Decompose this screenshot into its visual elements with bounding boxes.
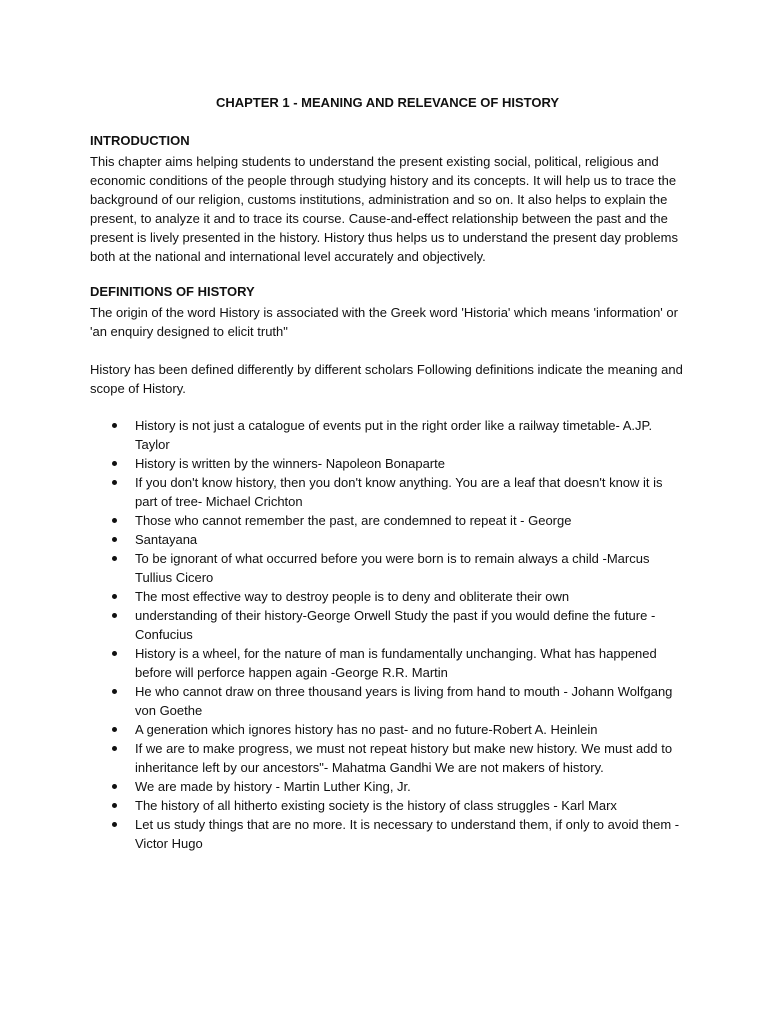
list-item: [90, 473, 685, 511]
bullet-icon: [112, 461, 117, 466]
bullet-icon: [112, 556, 117, 561]
definitions-intro-paragraph: History has been defined differently by different scholars Following definitions indicate the meaning and scope of History.: [90, 362, 683, 396]
bullet-icon: [112, 784, 117, 789]
list-item: [90, 587, 685, 606]
bullet-icon: [112, 480, 117, 485]
list-item-text: understanding of their history-George Orwell Study the past if you would define the future -Confucius: [135, 608, 656, 642]
list-item: [90, 549, 685, 587]
list-item-text: History is written by the winners- Napoleon Bonaparte: [135, 456, 445, 471]
bullet-icon: [112, 822, 117, 827]
list-item: [90, 644, 685, 682]
list-item: [90, 815, 685, 853]
bullet-icon: [112, 803, 117, 808]
bullet-icon: [112, 518, 117, 523]
introduction-heading: INTRODUCTION: [90, 133, 190, 148]
list-item-text: Santayana: [135, 532, 198, 547]
bullet-icon: [112, 537, 117, 542]
definitions-list: [90, 416, 685, 853]
list-item: [90, 777, 685, 796]
chapter-title: CHAPTER 1 - MEANING AND RELEVANCE OF HISTORY: [215, 95, 560, 110]
list-item-text: If we are to make progress, we must not repeat history but make new history. We must add to inheritance left by our ancestors"- Mahatma Gandhi We are not makers of history.: [135, 741, 673, 775]
list-item: [90, 606, 685, 644]
list-item-text: The history of all hitherto existing society is the history of class struggles - Karl Marx: [135, 798, 617, 813]
list-item: [90, 796, 685, 815]
list-item: [90, 682, 685, 720]
list-item-text: The most effective way to destroy people is to deny and obliterate their own: [135, 589, 570, 604]
list-item: [90, 720, 685, 739]
list-item: [90, 511, 685, 530]
bullet-icon: [112, 594, 117, 599]
list-item: [90, 416, 685, 454]
introduction-paragraph: This chapter aims helping students to understand the present existing social, political, religious and economic conditions of the people through studying history and its concepts. It will help us to trace the background of our religion, customs institutions, administration and so on. It also helps to explain the present, to analyze it and to trace its course. Cause-and-effect relationship between the past and the present is lively presented in the history. History thus helps us to understand the present day problems both at the national and international level accurately and objectively.: [90, 154, 678, 264]
list-item-text: If you don't know history, then you don't know anything. You are a leaf that doesn't know it is part of tree- Michael Crichton: [135, 475, 663, 509]
bullet-icon: [112, 746, 117, 751]
bullet-icon: [112, 727, 117, 732]
list-item-text: Those who cannot remember the past, are condemned to repeat it - George: [135, 513, 572, 528]
origin-paragraph: The origin of the word History is associated with the Greek word 'Historia' which means 'information' or 'an enquiry designed to elicit truth": [90, 305, 678, 339]
bullet-icon: [112, 651, 117, 656]
list-item-text: History is a wheel, for the nature of man is fundamentally unchanging. What has happened before will perforce happen again -George R.R. Martin: [135, 646, 657, 680]
document-content: [90, 94, 685, 853]
list-item-text: A generation which ignores history has no past- and no future-Robert A. Heinlein: [135, 722, 598, 737]
definitions-heading: DEFINITIONS OF HISTORY: [90, 284, 255, 299]
list-item-text: To be ignorant of what occurred before you were born is to remain always a child -Marcus Tullius Cicero: [135, 551, 650, 585]
list-item: [90, 530, 685, 549]
bullet-icon: [112, 613, 117, 618]
list-item: [90, 739, 685, 777]
list-item-text: History is not just a catalogue of events put in the right order like a railway timetable- A.JP. Taylor: [135, 418, 653, 452]
list-item-text: We are made by history - Martin Luther King, Jr.: [135, 779, 411, 794]
list-item-text: He who cannot draw on three thousand years is living from hand to mouth - Johann Wolfgang von Goethe: [135, 684, 673, 718]
bullet-icon: [112, 423, 117, 428]
bullet-icon: [112, 689, 117, 694]
list-item-text: Let us study things that are no more. It is necessary to understand them, if only to avoid them -Victor Hugo: [135, 817, 680, 851]
list-item: [90, 454, 685, 473]
